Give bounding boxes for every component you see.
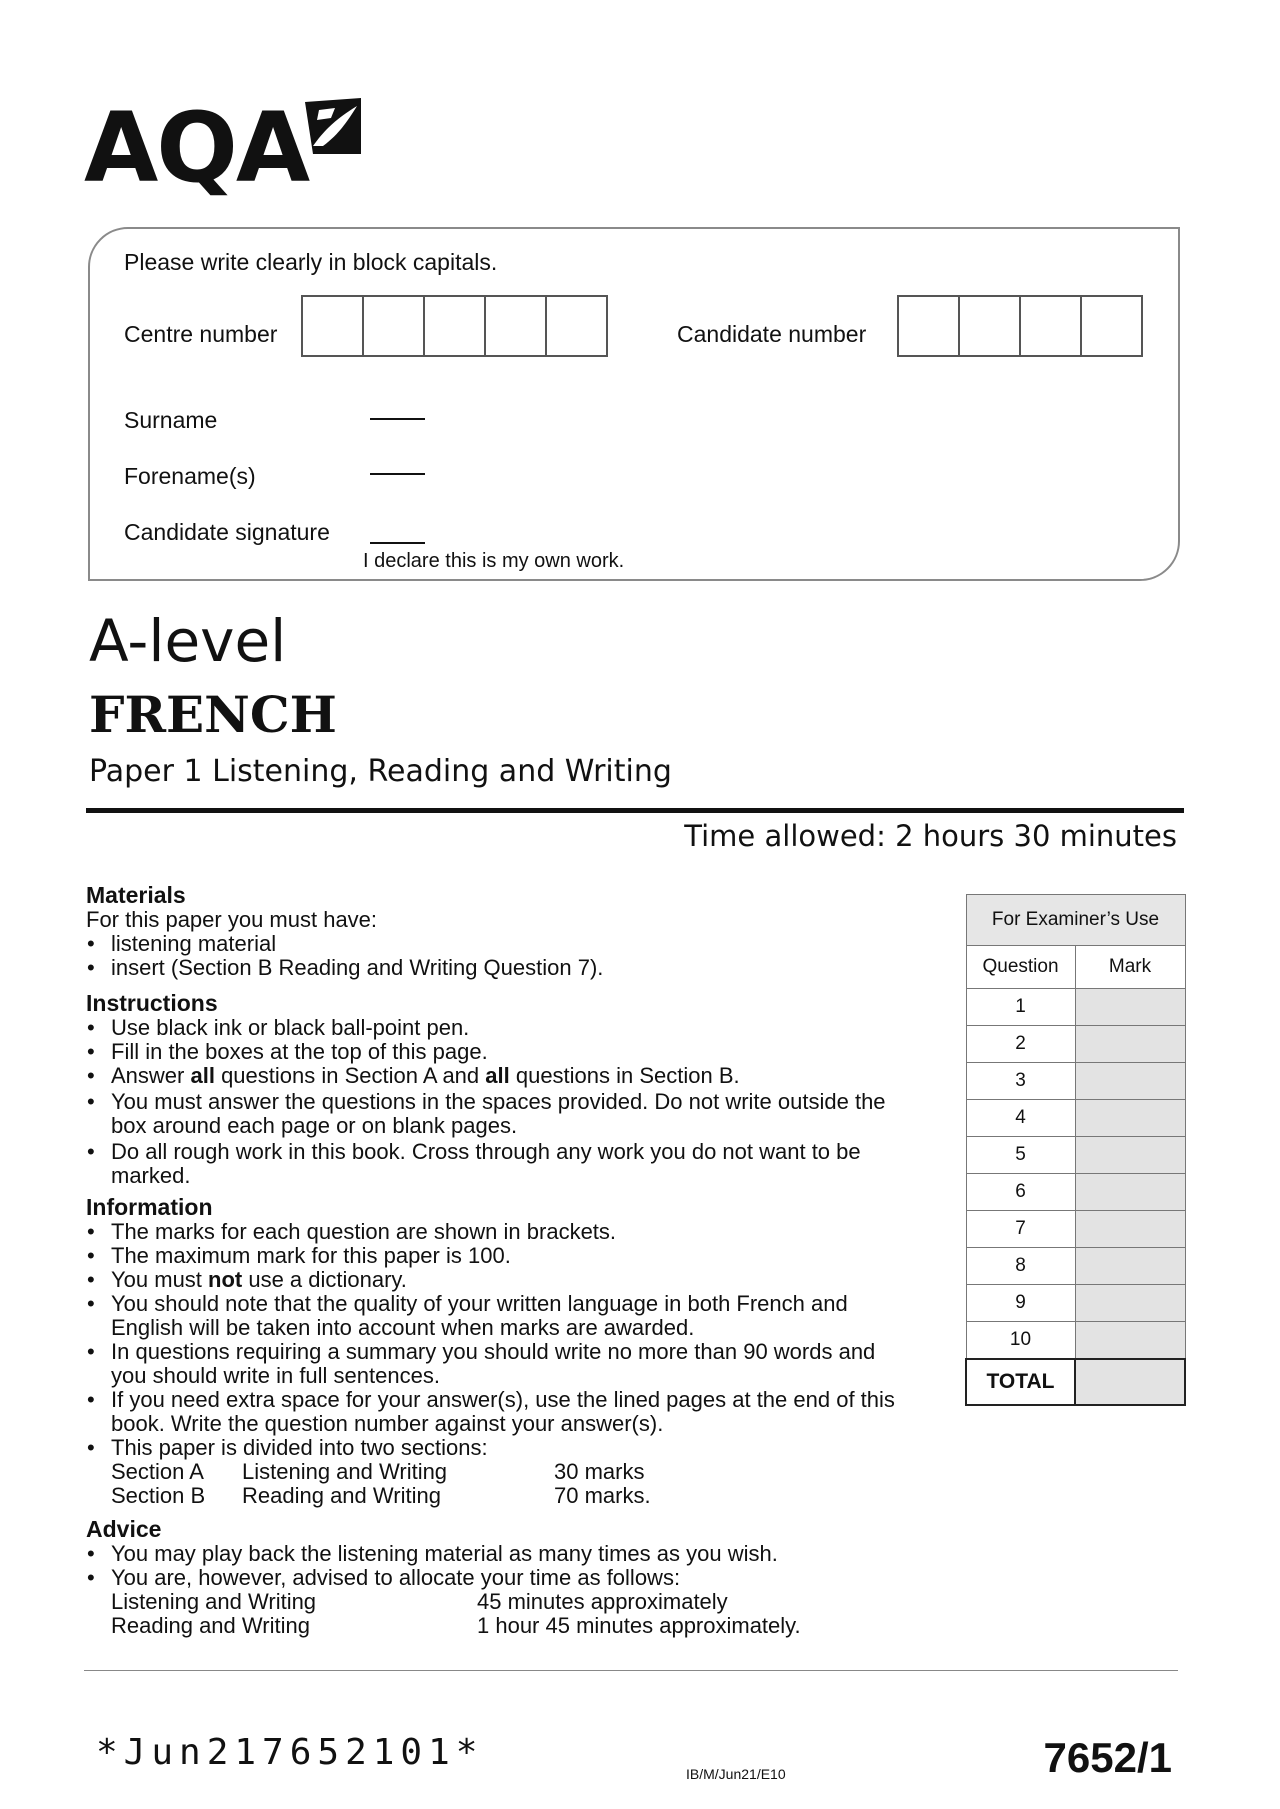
instruction-item: • You must answer the questions in the spaces provided. Do not write outside the box around each page or on blank pages. xyxy=(86,1090,906,1138)
forename-label: Forename(s) xyxy=(124,463,256,489)
information-section xyxy=(86,1194,906,1508)
question-number: 5 xyxy=(966,1137,1075,1174)
question-number: 4 xyxy=(966,1100,1075,1137)
mark-cell xyxy=(1075,1026,1185,1063)
question-number: 1 xyxy=(966,989,1075,1026)
mark-column-header: Mark xyxy=(1075,946,1185,989)
materials-section xyxy=(86,882,906,980)
centre-number-digit[interactable] xyxy=(303,297,364,355)
total-mark-cell xyxy=(1075,1359,1185,1405)
candidate-number-label: Candidate number xyxy=(677,321,867,347)
instructions-heading: Instructions xyxy=(86,990,218,1016)
mark-cell xyxy=(1075,1174,1185,1211)
advice-item: • You are, however, advised to allocate your time as follows: xyxy=(86,1566,906,1590)
information-item: • If you need extra space for your answer(s), use the lined pages at the end of this book. Write the question number against your answer(s). xyxy=(86,1388,906,1436)
question-number: 10 xyxy=(966,1322,1075,1360)
barcode-text: *Jun217652101* xyxy=(96,1732,484,1773)
candidate-number-digit[interactable] xyxy=(1021,297,1082,355)
footer-divider xyxy=(84,1670,1178,1671)
instruction-item: • Answer all questions in Section A and all questions in Section B. xyxy=(86,1064,906,1088)
section-row: Section B Reading and Writing 70 marks. xyxy=(111,1483,651,1508)
mark-cell xyxy=(1075,1100,1185,1137)
paper-code: 7652/1 xyxy=(1043,1734,1172,1781)
signature-field[interactable] xyxy=(370,542,425,544)
centre-number-digit[interactable] xyxy=(547,297,606,355)
aqa-logo xyxy=(84,92,309,204)
question-number: 6 xyxy=(966,1174,1075,1211)
instruction-item: • Use black ink or black ball-point pen. xyxy=(86,1016,906,1040)
materials-heading: Materials xyxy=(86,882,186,908)
mark-cell xyxy=(1075,1322,1185,1360)
question-number: 3 xyxy=(966,1063,1075,1100)
surname-field[interactable] xyxy=(370,418,425,420)
mark-cell xyxy=(1075,1285,1185,1322)
block-capitals-instruction: Please write clearly in block capitals. xyxy=(124,249,498,275)
materials-intro: For this paper you must have: xyxy=(86,907,378,932)
paper-title: Paper 1 Listening, Reading and Writing xyxy=(89,754,672,789)
examiner-table-title: For Examiner’s Use xyxy=(966,895,1185,946)
information-item: • You should note that the quality of your written language in both French and English will be taken into account when marks are awarded. xyxy=(86,1292,906,1340)
examiner-use-table xyxy=(965,894,1186,1406)
advice-section xyxy=(86,1516,906,1638)
advice-item: • You may play back the listening material as many times as you wish. xyxy=(86,1542,906,1566)
question-number: 9 xyxy=(966,1285,1075,1322)
centre-number-label: Centre number xyxy=(124,321,278,347)
mark-cell xyxy=(1075,1063,1185,1100)
advice-heading: Advice xyxy=(86,1516,162,1542)
information-item: • The maximum mark for this paper is 100. xyxy=(86,1244,906,1268)
surname-label: Surname xyxy=(124,407,218,433)
information-heading: Information xyxy=(86,1194,213,1220)
candidate-number-digit[interactable] xyxy=(960,297,1021,355)
qualification-level: A-level xyxy=(89,607,287,675)
signature-label: Candidate signature xyxy=(124,519,330,545)
information-item: • In questions requiring a summary you should write no more than 90 words and you should write in full sentences. xyxy=(86,1340,906,1388)
instructions-section xyxy=(86,990,906,1188)
candidate-number-digit[interactable] xyxy=(899,297,960,355)
declaration-text: I declare this is my own work. xyxy=(363,550,625,572)
mark-cell xyxy=(1075,989,1185,1026)
total-label: TOTAL xyxy=(966,1359,1075,1405)
question-number: 7 xyxy=(966,1211,1075,1248)
forename-field[interactable] xyxy=(370,473,425,475)
mark-cell xyxy=(1075,1211,1185,1248)
question-number: 2 xyxy=(966,1026,1075,1063)
aqa-logo-text: AQA xyxy=(84,92,309,204)
reference-code: IB/M/Jun21/E10 xyxy=(686,1766,786,1782)
information-item: • The marks for each question are shown in brackets. xyxy=(86,1220,906,1244)
instruction-item: • Do all rough work in this book. Cross through any work you do not want to be marked. xyxy=(86,1140,906,1188)
mark-cell xyxy=(1075,1248,1185,1285)
information-item: • You must not use a dictionary. xyxy=(86,1268,906,1292)
subject-title: FRENCH xyxy=(89,685,337,744)
question-column-header: Question xyxy=(966,946,1075,989)
materials-item: • insert (Section B Reading and Writing Question 7). xyxy=(86,956,906,980)
centre-number-digit[interactable] xyxy=(486,297,547,355)
candidate-number-boxes[interactable] xyxy=(897,295,1143,357)
materials-item: • listening material xyxy=(86,932,906,956)
centre-number-digit[interactable] xyxy=(364,297,425,355)
candidate-number-digit[interactable] xyxy=(1082,297,1141,355)
section-row: Section A Listening and Writing 30 marks xyxy=(111,1459,645,1484)
instruction-item: • Fill in the boxes at the top of this page. xyxy=(86,1040,906,1064)
centre-number-digit[interactable] xyxy=(425,297,486,355)
allocation-row: Reading and Writing 1 hour 45 minutes approximately. xyxy=(111,1613,801,1638)
question-number: 8 xyxy=(966,1248,1075,1285)
mark-cell xyxy=(1075,1137,1185,1174)
title-divider xyxy=(86,808,1184,813)
information-item: • This paper is divided into two sections: xyxy=(86,1436,906,1460)
time-allowed: Time allowed: 2 hours 30 minutes xyxy=(684,819,1177,853)
allocation-row: Listening and Writing 45 minutes approximately xyxy=(111,1589,728,1614)
centre-number-boxes[interactable] xyxy=(301,295,608,357)
aqa-tick-icon xyxy=(303,96,365,158)
